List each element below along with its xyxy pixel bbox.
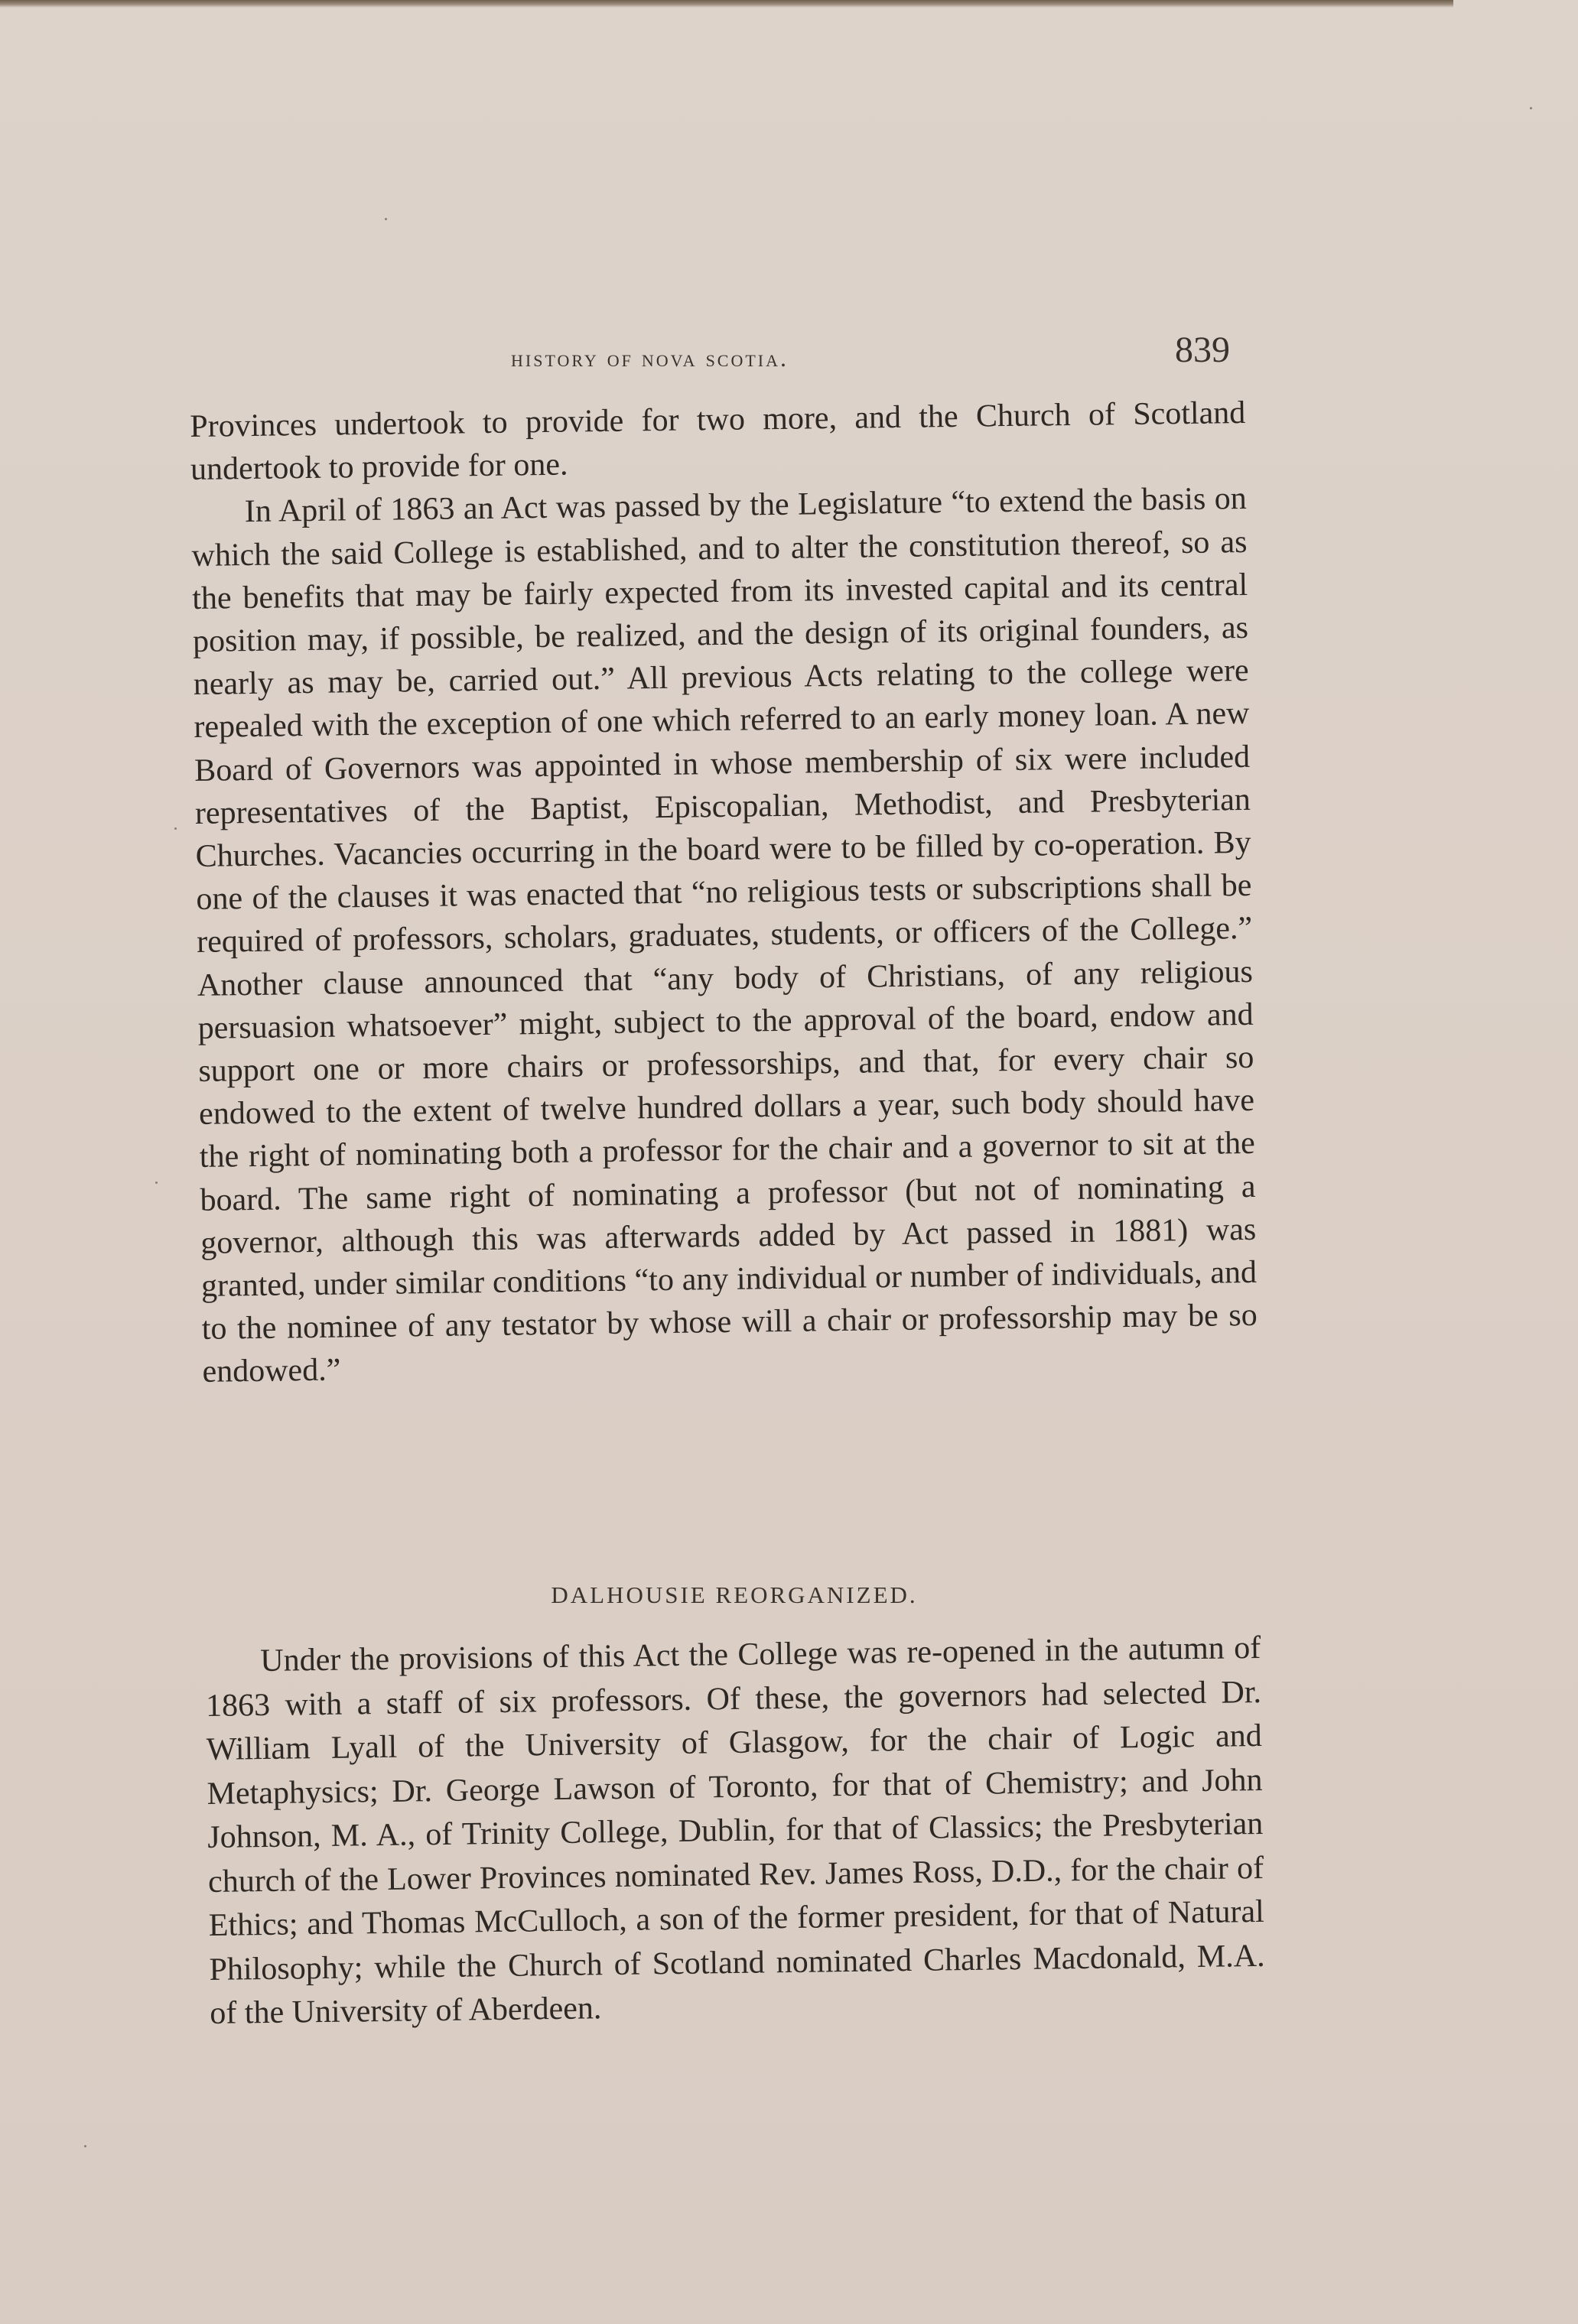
body-text (190, 392, 1258, 1394)
paper-speck (174, 827, 177, 830)
paragraph-continued: Provinces undertook to provide for two more, and the Church of Scotland undertook to provide for one. (190, 395, 1246, 488)
running-head (190, 329, 1230, 382)
paper-speck (1530, 107, 1532, 109)
page-number: 839 (1175, 330, 1230, 370)
paper-speck (84, 2145, 86, 2147)
paper-speck (155, 1182, 158, 1184)
section-heading: DALHOUSIE REORGANIZED. (551, 1581, 918, 1608)
page-top-edge (0, 0, 1453, 8)
paper-speck (385, 218, 387, 220)
paragraph-reorganization: Under the provisions of this Act the College was re-opened in the autumn of 1863 with a staff of six professors. Of these, the governors had selected Dr. William Lyall of the University of Glasgow, for the chair of Logic and Metaphysics; Dr. George Lawson of Toronto, for that of Chemistry; and John Johnson, M. A., of Trinity College, Dublin, for that of Classics; the Presbyterian church of the Lower Provinces nominated Rev. James Ross, D.D., for the chair of Ethics; and Thomas McCulloch, a son of the former president, for that of Natural Philosophy; while the Church of Scotland nominated Charles Macdonald, M.A. of the University of Aberdeen. (205, 1630, 1265, 2031)
paragraph-act-of-1863: In April of 1863 an Act was passed by the Legislature “to extend the basis on which the said College is established, and to alter the constitution thereof, so as the benefits that may be fairly expected from its invested capital and its central position may, if possible, be realized, and the design of its original founders, as nearly as may be, carried out.” All previous Acts relating to the college were repealed with the exception of one which referred to an early money loan. A new Board of Governors was appointed in whose membership of six were included representatives of the Baptist, Episcopalian, Methodist, and Presbyterian Churches. Vacancies occurring in the board were to be filled by co-operation. By one of the clauses it was enacted that “no religious tests or subscriptions shall be required of professors, scholars, graduates, students, or officers of the College.” Another clause announced that “any body of Christians, of any religious persuasion whatsoever” might, subject to the approval of the board, endow and support one or more chairs or professorships, and that, for every chair so endowed to the extent of twelve hundred dollars a year, such body should have the right of nominating both a professor for the chair and a governor to sit at the board. The same right of nominating a professor (but not of nominating a governor, although this was afterwards added by Act passed in 1881) was granted, under similar conditions “to any individual or number of individuals, and to the nominee of any testator by whose will a chair or professorship may be so endowed.” (191, 481, 1258, 1390)
running-title: history of nova scotia. (511, 344, 789, 372)
section-body-text (205, 1627, 1266, 2036)
